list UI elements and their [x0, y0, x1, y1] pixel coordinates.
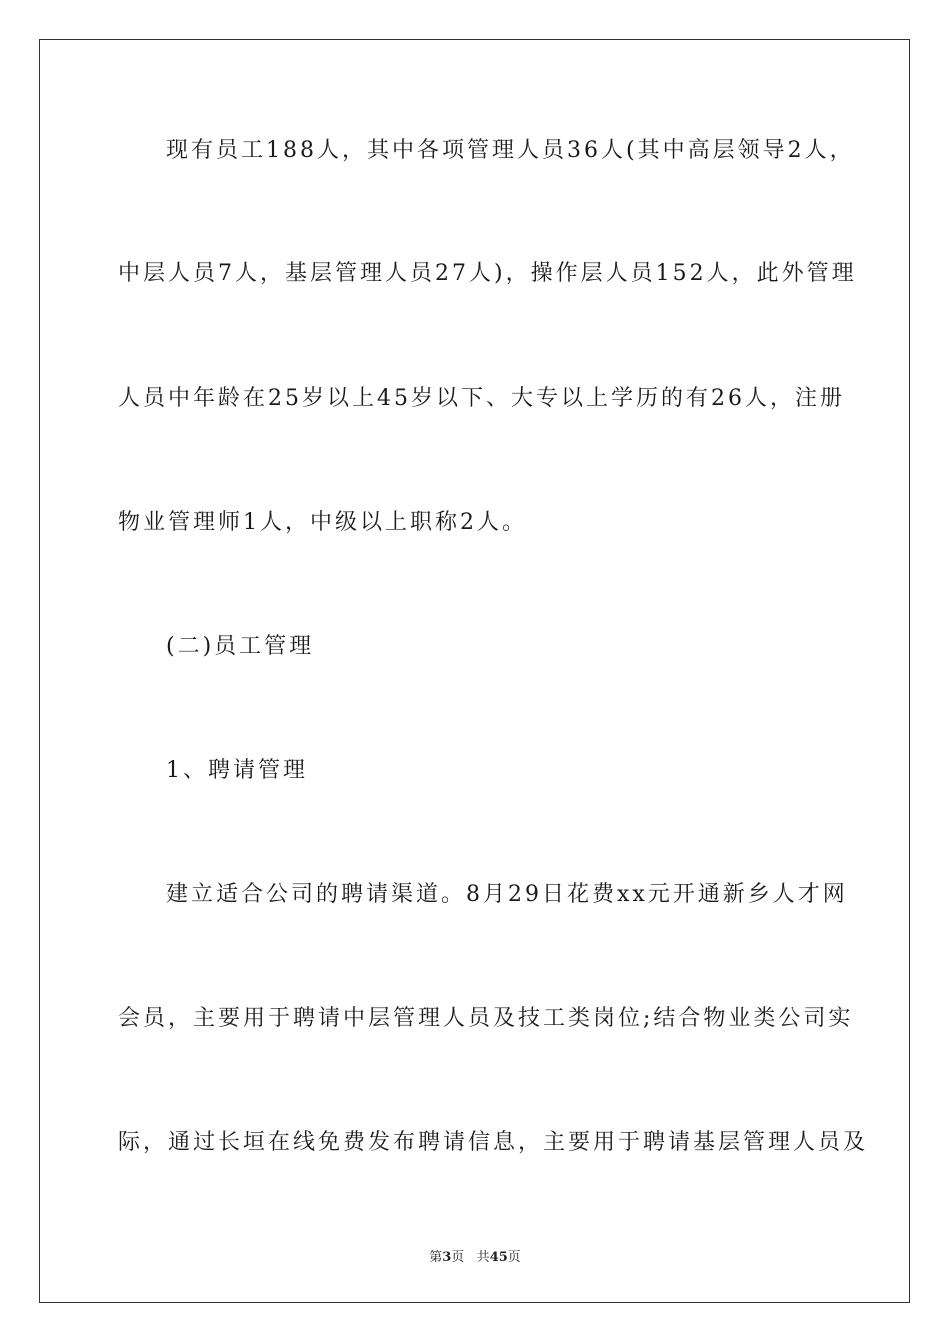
- section-heading: (二)员工管理: [166, 634, 315, 659]
- subsection-heading: 1、聘请管理: [166, 758, 308, 783]
- paragraph-line: 际，通过长垣在线免费发布聘请信息，主要用于聘请基层管理人员及: [118, 1130, 869, 1155]
- paragraph-line: 建立适合公司的聘请渠道。8月29日花费xx元开通新乡人才网: [166, 882, 848, 907]
- paragraph-line: 中层人员7人，基层管理人员27人)，操作层人员152人，此外管理: [118, 261, 857, 286]
- paragraph-line: 人员中年龄在25岁以上45岁以下、大专以上学历的有26人，注册: [118, 386, 845, 411]
- paragraph-line: 物业管理师1人，中级以上职称2人。: [118, 510, 527, 535]
- paragraph-line: 现有员工188人，其中各项管理人员36人(其中高层领导2人，: [166, 138, 855, 163]
- footer-total-prefix: 共: [476, 1250, 490, 1265]
- footer-page-number: 3: [442, 1250, 452, 1265]
- footer-prefix: 第: [429, 1250, 443, 1265]
- footer-total-suffix: 页: [507, 1250, 521, 1265]
- footer-total-pages: 45: [489, 1250, 508, 1265]
- footer-page-suffix: 页: [451, 1250, 465, 1265]
- paragraph-line: 会员，主要用于聘请中层管理人员及技工类岗位;结合物业类公司实: [118, 1006, 854, 1031]
- page-footer: [0, 1246, 950, 1265]
- page-border: [39, 39, 910, 1303]
